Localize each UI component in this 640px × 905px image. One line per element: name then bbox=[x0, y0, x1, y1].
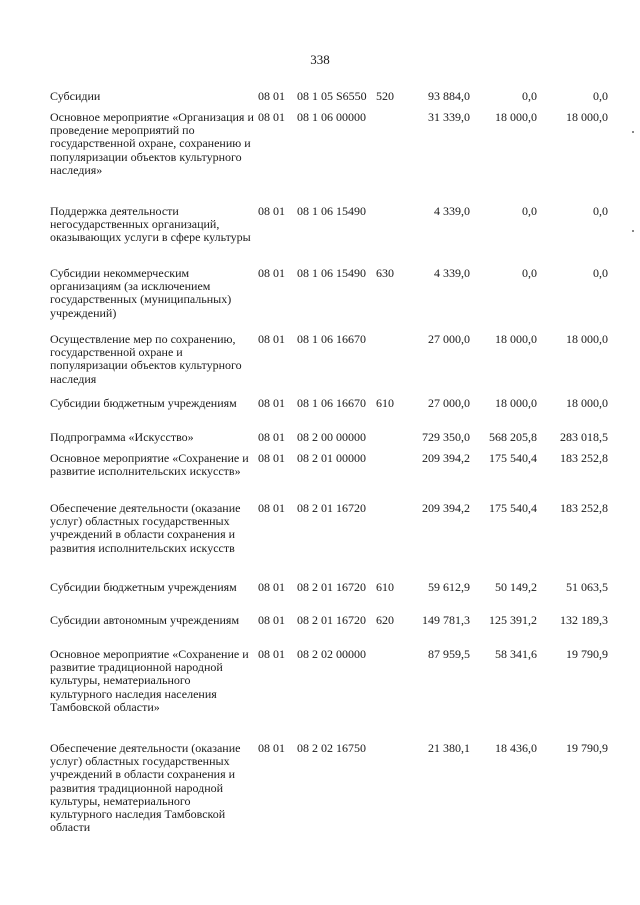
row-section: 08 01 bbox=[258, 89, 285, 103]
row-value-3: 19 790,9 bbox=[566, 647, 608, 661]
row-value-1: 729 350,0 bbox=[422, 430, 470, 444]
row-value-2: 18 436,0 bbox=[495, 741, 537, 755]
row-name: Обеспечение деятельности (оказание услуг) областных государственных учреждений в области сохранения и развития исполнительских искусств bbox=[50, 501, 241, 555]
row-target-article: 08 2 00 00000 bbox=[297, 430, 366, 444]
row-section: 08 01 bbox=[258, 332, 285, 346]
row-target-article: 08 1 06 00000 bbox=[297, 110, 366, 124]
row-value-2: 0,0 bbox=[522, 204, 537, 218]
row-value-2: 175 540,4 bbox=[489, 501, 537, 515]
row-section: 08 01 bbox=[258, 580, 285, 594]
row-value-2: 125 391,2 bbox=[489, 613, 537, 627]
row-value-3: 19 790,9 bbox=[566, 741, 608, 755]
row-name: Обеспечение деятельности (оказание услуг) областных государственных учреждений в области сохранения и развития традиционной народной культуры, нематериального культурного наследия Тамбовской области bbox=[50, 741, 241, 835]
row-target-article: 08 1 06 16670 bbox=[297, 332, 366, 346]
row-section: 08 01 bbox=[258, 110, 285, 124]
scan-mark bbox=[632, 131, 634, 133]
scan-mark bbox=[632, 230, 634, 232]
row-value-1: 149 781,3 bbox=[422, 613, 470, 627]
row-value-2: 18 000,0 bbox=[495, 332, 537, 346]
row-section: 08 01 bbox=[258, 647, 285, 661]
row-section: 08 01 bbox=[258, 501, 285, 515]
row-value-2: 18 000,0 bbox=[495, 110, 537, 124]
row-section: 08 01 bbox=[258, 396, 285, 410]
row-expense-type: 630 bbox=[376, 266, 394, 280]
row-value-3: 51 063,5 bbox=[566, 580, 608, 594]
row-expense-type: 620 bbox=[376, 613, 394, 627]
row-name: Субсидии автономным учреждениям bbox=[50, 613, 240, 627]
row-target-article: 08 2 01 16720 bbox=[297, 501, 366, 515]
row-expense-type: 610 bbox=[376, 580, 394, 594]
row-expense-type: 520 bbox=[376, 89, 394, 103]
row-target-article: 08 1 06 16670 bbox=[297, 396, 366, 410]
row-value-1: 209 394,2 bbox=[422, 451, 470, 465]
row-target-article: 08 1 06 15490 bbox=[297, 266, 366, 280]
row-section: 08 01 bbox=[258, 613, 285, 627]
row-value-1: 21 380,1 bbox=[428, 741, 470, 755]
row-name: Поддержка деятельности негосударственных организаций, оказывающих услуги в сфере культуры bbox=[50, 204, 251, 245]
row-value-1: 87 959,5 bbox=[428, 647, 470, 661]
row-value-3: 183 252,8 bbox=[560, 501, 608, 515]
row-section: 08 01 bbox=[258, 266, 285, 280]
row-value-3: 18 000,0 bbox=[566, 396, 608, 410]
row-target-article: 08 2 02 16750 bbox=[297, 741, 366, 755]
row-name: Субсидии некоммерческим организациям (за исключением государственных (муниципальных) учреждений) bbox=[50, 266, 232, 320]
row-section: 08 01 bbox=[258, 204, 285, 218]
row-name: Субсидии бюджетным учреждениям bbox=[50, 396, 237, 410]
row-value-1: 27 000,0 bbox=[428, 332, 470, 346]
row-value-1: 27 000,0 bbox=[428, 396, 470, 410]
row-name: Основное мероприятие «Организация и проведение мероприятий по государственной охране, сохранению и популяризации объектов культурного наследия» bbox=[50, 110, 254, 177]
row-section: 08 01 bbox=[258, 451, 285, 465]
row-target-article: 08 1 06 15490 bbox=[297, 204, 366, 218]
row-target-article: 08 2 02 00000 bbox=[297, 647, 366, 661]
row-name: Подпрограмма «Искусство» bbox=[50, 430, 194, 444]
row-expense-type: 610 bbox=[376, 396, 394, 410]
row-value-3: 18 000,0 bbox=[566, 332, 608, 346]
row-value-2: 58 341,6 bbox=[495, 647, 537, 661]
row-value-3: 0,0 bbox=[593, 204, 608, 218]
row-target-article: 08 2 01 16720 bbox=[297, 613, 366, 627]
row-value-2: 0,0 bbox=[522, 89, 537, 103]
row-value-1: 59 612,9 bbox=[428, 580, 470, 594]
row-target-article: 08 1 05 S6550 bbox=[297, 89, 367, 103]
row-value-2: 0,0 bbox=[522, 266, 537, 280]
row-name: Субсидии бюджетным учреждениям bbox=[50, 580, 237, 594]
row-value-2: 50 149,2 bbox=[495, 580, 537, 594]
row-value-2: 568 205,8 bbox=[489, 430, 537, 444]
row-name: Основное мероприятие «Сохранение и развитие исполнительских искусств» bbox=[50, 451, 249, 479]
row-name: Основное мероприятие «Сохранение и развитие традиционной народной культуры, нематериального культурного наследия населения Тамбовской области» bbox=[50, 647, 249, 714]
row-value-3: 183 252,8 bbox=[560, 451, 608, 465]
row-value-1: 31 339,0 bbox=[428, 110, 470, 124]
row-value-1: 4 339,0 bbox=[434, 266, 470, 280]
row-value-3: 0,0 bbox=[593, 266, 608, 280]
row-target-article: 08 2 01 00000 bbox=[297, 451, 366, 465]
row-value-1: 4 339,0 bbox=[434, 204, 470, 218]
row-value-3: 283 018,5 bbox=[560, 430, 608, 444]
row-name: Осуществление мер по сохранению, государственной охране и популяризации объектов культурного наследия bbox=[50, 332, 242, 386]
page-number: 338 bbox=[310, 52, 330, 67]
row-value-2: 175 540,4 bbox=[489, 451, 537, 465]
row-value-1: 93 884,0 bbox=[428, 89, 470, 103]
row-value-3: 18 000,0 bbox=[566, 110, 608, 124]
row-section: 08 01 bbox=[258, 430, 285, 444]
row-section: 08 01 bbox=[258, 741, 285, 755]
row-value-3: 0,0 bbox=[593, 89, 608, 103]
row-value-3: 132 189,3 bbox=[560, 613, 608, 627]
row-name: Субсидии bbox=[50, 89, 101, 103]
row-value-1: 209 394,2 bbox=[422, 501, 470, 515]
row-target-article: 08 2 01 16720 bbox=[297, 580, 366, 594]
row-value-2: 18 000,0 bbox=[495, 396, 537, 410]
